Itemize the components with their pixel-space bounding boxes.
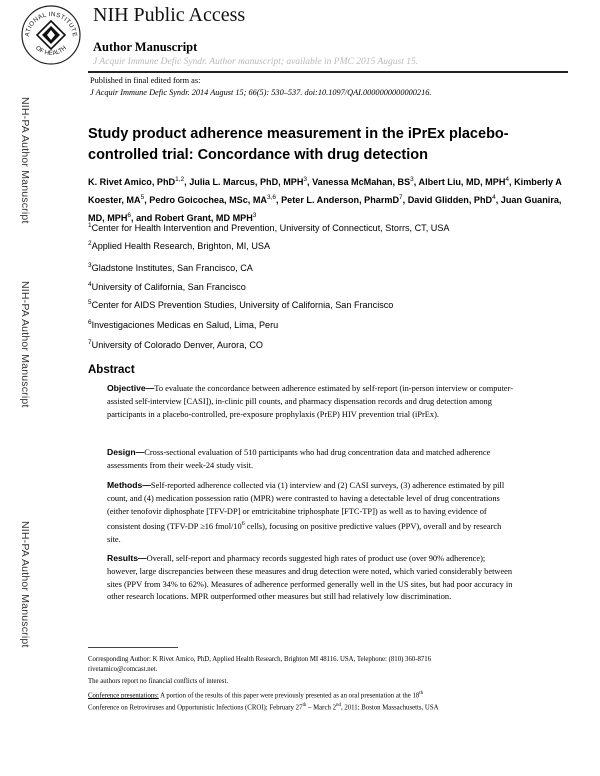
author-name: Juan Guanira, MD, MPH (88, 195, 562, 224)
published-label: Published in final edited form as: (90, 76, 201, 85)
footnote-divider (88, 647, 178, 648)
sidebar-label-top: NIH-PA Author Manuscript (19, 97, 31, 224)
author-affiliation-ref: 7 (399, 194, 403, 202)
author-name: Robert Grant, MD MPH (154, 213, 253, 224)
abstract-design: Design—Cross-sectional evaluation of 510 participants who had drug concentration data and matched adherence assessments from their week-24 study visit. (107, 447, 491, 470)
footnote-corresponding: Corresponding Author: K Rivet Amico, PhD, Applied Health Research, Brighton MI 48116. USA, Telephone: (810) 360-8716 rivetamico@comcast.net. (88, 656, 432, 673)
author-separator: , (144, 195, 150, 206)
affiliation-3: $^3$Gladstone Institutes, San Francisco, CA (88, 262, 253, 274)
abstract-heading: Abstract (88, 364, 135, 376)
author-affiliation-ref: 3 (303, 176, 308, 183)
author-separator: , (184, 177, 190, 188)
author-affiliation-ref: 1,2 (175, 176, 185, 183)
author-name: David Glidden, PhD (407, 195, 493, 206)
affiliation-6: $^6$Investigaciones Medicas en Salud, Lima, Peru (88, 319, 279, 331)
author-affiliation-ref: 3,6 (267, 194, 277, 202)
abstract-results: Results—Overall, self-report and pharmacy records suggested high rates of product use (over 90% adherence); however, large discrepancies between these measures and drug detection were noted, which varied considerably between sites (PPV from 34% to 62%). Measures of adherence performed generally well in the US sites, but had poor accuracy in other research locations. MPR outperformed other measures but still had relatively low discrimination. (107, 553, 513, 602)
header-title: NIH Public Access (93, 4, 246, 26)
author-separator: , (307, 177, 313, 188)
sidebar-label-middle: NIH-PA Author Manuscript (19, 281, 31, 408)
affiliation-2: $^2$Applied Health Research, Brighton, MI, USA (88, 240, 271, 252)
abstract-objective: Objective—To evaluate the concordance between adherence estimated by self-report (in-person interview or computer-assisted self-interview [CASI]), in-clinic pill counts, and pharmacy dispensation records and drug detection among participants in a placebo-controlled, pre-exposure prophylaxis (PrEP) HIV prevention trial (iPrEx). (107, 383, 514, 419)
svg-text:NATIONAL INSTITUTES: ATIONAL INSTITUTE (23, 10, 79, 38)
header-subtitle: Author Manuscript (93, 40, 198, 54)
author-separator: , (495, 195, 501, 206)
affiliation-7: $^7$University of Colorado Denver, Aurora, CO (88, 339, 263, 351)
author-name: Julia L. Marcus, PhD, MPH (189, 177, 304, 188)
author-name: Vanessa McMahan, BS (312, 177, 411, 188)
author-affiliation-ref: 3 (410, 176, 414, 183)
author-separator: , (413, 177, 419, 188)
sidebar-label-bottom: NIH-PA Author Manuscript (19, 521, 31, 648)
author-name: Albert Liu, MD, MPH (418, 177, 506, 188)
author-list (88, 172, 568, 226)
author-separator: , (276, 195, 282, 206)
author-name: Kimberly A Koester, MA (88, 177, 562, 206)
affiliation-5: $^5$Center for AIDS Prevention Studies, University of California, San Francisco (88, 299, 394, 311)
author-separator: , and (131, 213, 155, 224)
author-name: Pedro Goicochea, MSc, MA (149, 195, 267, 206)
article-title: Study product adherence measurement in the iPrEx placebo-controlled trial: Concordance with drug detection (88, 126, 509, 163)
svg-text:OF HEALTH: OF HEALTH (34, 44, 68, 57)
header-divider (88, 71, 568, 73)
header-citation: J Acquir Immune Defic Syndr. Author manuscript; available in PMC 2015 August 15. (93, 57, 419, 67)
author-affiliation-ref: 6 (127, 212, 132, 220)
nih-seal-logo (20, 4, 82, 66)
footnote-conflicts: The authors report no financial conflicts of interest. (88, 678, 229, 685)
author-affiliation-ref: 4 (492, 194, 496, 202)
author-affiliation-ref: 3 (252, 212, 257, 220)
author-name: K. Rivet Amico, PhD (88, 177, 176, 188)
abstract-methods: Methods—Self-reported adherence collected via (1) interview and (2) CASI surveys, (3) adherence estimated by pill count, and (4) medication possession ratio (MPR) were contrasted to having a detectable level of drug concentrations (either tenofovir diphosphate [TFV-DP] or emtricitabine triphosphate [FTC-TP]) as well as to having evidence of consistent dosing (TFV-DP ≥16 fmol/$10^6$ cells), focusing on positive predictive values (PPV), overall and by research site. (107, 480, 505, 544)
published-citation: J Acquir Immune Defic Syndr. 2014 August 15; 66(5): 530–537. doi:10.1097/QAI.0000000000000216. (90, 88, 432, 97)
footnote-presentation: Conference presentations: A portion of the results of this paper were previously presented as an oral presentation at the 18th Conference on Retroviruses and Opportunistic Infections (CROI); February 27th – March 2nd, 2011; Boston Massachusetts, USA (88, 691, 439, 712)
affiliation-1: $^1$Center for Health Intervention and Prevention, University of Connecticut, Storrs, CT, USA (88, 222, 450, 234)
author-name: Peter L. Anderson, PharmD (281, 195, 400, 206)
affiliation-4: $^4$University of California, San Francisco (88, 281, 246, 293)
author-separator: , (509, 177, 515, 188)
author-separator: , (402, 195, 408, 206)
author-affiliation-ref: 4 (505, 176, 510, 183)
author-affiliation-ref: 5 (140, 194, 145, 202)
